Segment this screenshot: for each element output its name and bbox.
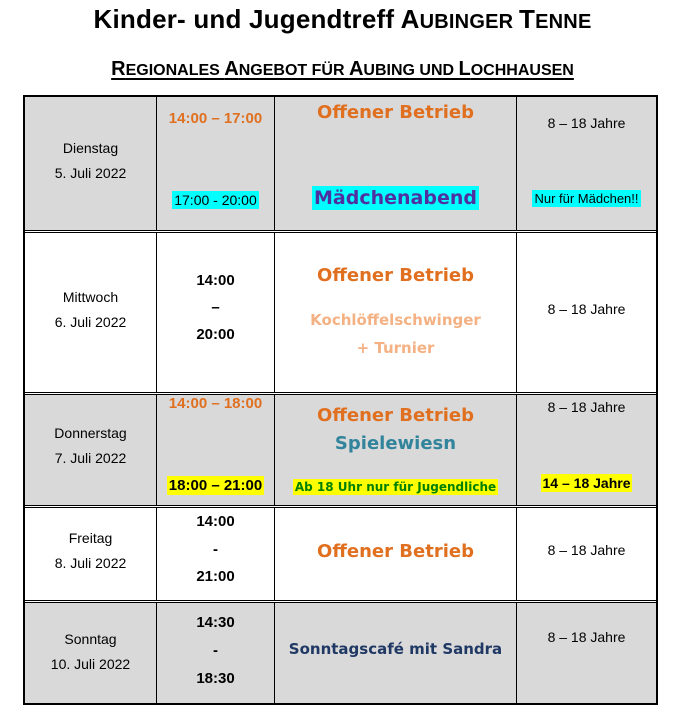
- time-label: 14:00 – 18:00: [168, 395, 263, 412]
- subtitle-text: A: [348, 58, 364, 80]
- time-separator: -: [213, 642, 218, 659]
- page-title: [0, 4, 685, 35]
- table-row: [25, 97, 656, 230]
- age-label: 8 – 18 Jahre: [547, 115, 626, 131]
- event-label: Sonntagscafé mit Sandra: [288, 640, 503, 658]
- age-cell: [517, 395, 656, 505]
- subtitle-text: UBING UND: [363, 62, 459, 79]
- title-text: ENNE: [535, 11, 592, 33]
- event-cell: [275, 395, 517, 505]
- event-label: Offener Betrieb: [317, 102, 474, 123]
- time-cell: [157, 395, 275, 505]
- table-row: [25, 395, 656, 505]
- day-label: Sonntag: [64, 631, 117, 647]
- date-label: 5. Juli 2022: [54, 165, 127, 181]
- day-label: Dienstag: [62, 140, 119, 156]
- date-label: 8. Juli 2022: [54, 555, 127, 571]
- event-sublabel: Spielewiesn: [334, 433, 457, 454]
- day-label: Mittwoch: [62, 289, 119, 305]
- time-cell: [157, 233, 275, 392]
- event-label: Offener Betrieb: [317, 541, 474, 562]
- age-cell: [517, 233, 656, 392]
- subtitle-text: R: [111, 58, 126, 80]
- date-label: 10. Juli 2022: [50, 656, 131, 672]
- table-row: [25, 233, 656, 392]
- day-label: Freitag: [68, 530, 113, 546]
- day-cell: [25, 508, 157, 600]
- table-row: [25, 603, 656, 703]
- event-note-highlighted: Ab 18 Uhr nur für Jugendliche: [294, 480, 497, 494]
- time-cell: [157, 603, 275, 703]
- event-sublabel: Kochlöffelschwinger: [310, 311, 481, 329]
- age-cell: [517, 603, 656, 703]
- title-text: Kinder- und Jugendtreff: [93, 4, 401, 34]
- time-start: 14:30: [196, 614, 235, 631]
- time-separator: -: [213, 541, 218, 558]
- time-end: 21:00: [196, 568, 235, 585]
- schedule-table: [23, 95, 658, 705]
- event-label: Offener Betrieb: [317, 265, 474, 286]
- title-text: UBINGER: [419, 11, 520, 33]
- date-label: 6. Juli 2022: [54, 314, 127, 330]
- time-separator: –: [211, 299, 220, 316]
- time-start: 14:00: [196, 513, 235, 530]
- time-end: 18:30: [196, 670, 235, 687]
- subtitle-text: L: [458, 58, 471, 80]
- event-label: Offener Betrieb: [317, 405, 474, 426]
- subtitle-text: OCHHAUSEN: [470, 62, 574, 79]
- age-cell: [517, 508, 656, 600]
- age-label: 8 – 18 Jahre: [547, 629, 626, 645]
- subtitle-text: EGIONALES: [125, 62, 225, 79]
- time-cell: [157, 508, 275, 600]
- page-subtitle: [0, 58, 685, 81]
- day-cell: [25, 603, 157, 703]
- age-label: 8 – 18 Jahre: [547, 301, 626, 317]
- title-text: A: [400, 4, 420, 34]
- subtitle-text: A: [224, 58, 239, 80]
- time-start: 14:00: [196, 272, 235, 289]
- age-label: 8 – 18 Jahre: [547, 399, 626, 415]
- age-cell: [517, 97, 656, 230]
- table-row: [25, 508, 656, 600]
- age-note-highlighted: Nur für Mädchen!!: [534, 191, 639, 206]
- time-label-highlighted: 18:00 – 21:00: [168, 477, 263, 494]
- event-sublabel: + Turnier: [356, 339, 435, 357]
- subtitle-text: NGEBOT FÜR: [238, 62, 349, 79]
- title-text: T: [519, 4, 536, 34]
- age-note-highlighted: 14 – 18 Jahre: [542, 475, 631, 491]
- age-label: 8 – 18 Jahre: [547, 542, 626, 558]
- day-cell: [25, 233, 157, 392]
- time-end: 20:00: [196, 326, 235, 343]
- day-label: Donnerstag: [54, 425, 127, 441]
- date-label: 7. Juli 2022: [54, 450, 127, 466]
- day-cell: [25, 97, 157, 230]
- event-cell: [275, 508, 517, 600]
- event-cell: [275, 233, 517, 392]
- event-label-highlighted: Mädchenabend: [314, 187, 477, 209]
- time-label-highlighted: 17:00 - 20:00: [174, 192, 257, 208]
- time-cell: [157, 97, 275, 230]
- day-cell: [25, 395, 157, 505]
- time-label: 14:00 – 17:00: [168, 110, 263, 127]
- event-cell: [275, 97, 517, 230]
- event-cell: [275, 603, 517, 703]
